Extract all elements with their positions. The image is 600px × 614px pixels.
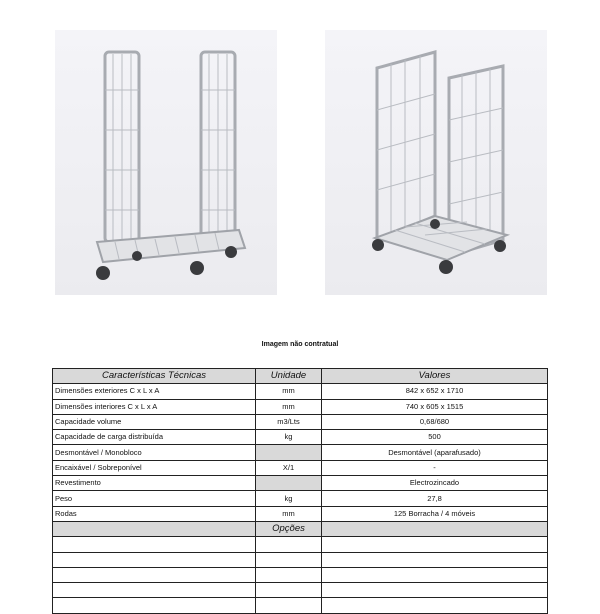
row-label: Peso bbox=[53, 491, 256, 506]
product-photo-angle bbox=[325, 30, 547, 295]
options-header-row bbox=[53, 521, 548, 536]
options-header-blank-right bbox=[322, 521, 548, 536]
table-row bbox=[53, 476, 548, 491]
row-value: 842 x 652 x 1710 bbox=[322, 384, 548, 399]
header-characteristics: Características Técnicas bbox=[53, 369, 256, 384]
options-empty-row bbox=[53, 537, 548, 552]
roll-cage-angle-image bbox=[325, 30, 547, 295]
table-row bbox=[53, 506, 548, 521]
row-value: 500 bbox=[322, 430, 548, 445]
row-label: Capacidade de carga distribuída bbox=[53, 430, 256, 445]
header-unit: Unidade bbox=[256, 369, 322, 384]
image-disclaimer-caption: Imagem não contratual bbox=[261, 341, 339, 348]
header-values: Valores bbox=[322, 369, 548, 384]
row-value: 0,68/680 bbox=[322, 414, 548, 429]
row-value: - bbox=[322, 460, 548, 475]
row-unit: mm bbox=[256, 384, 322, 399]
row-label: Capacidade volume bbox=[53, 414, 256, 429]
row-unit bbox=[256, 445, 322, 460]
row-unit: kg bbox=[256, 430, 322, 445]
row-label: Desmontável / Monobloco bbox=[53, 445, 256, 460]
technical-specifications-table bbox=[52, 368, 548, 614]
row-value: Electrozincado bbox=[322, 476, 548, 491]
options-header-blank-left bbox=[53, 521, 256, 536]
row-unit: mm bbox=[256, 399, 322, 414]
table-header-row bbox=[53, 369, 548, 384]
row-unit bbox=[256, 476, 322, 491]
roll-cage-front-image bbox=[55, 30, 277, 295]
row-label: Encaixável / Sobreponível bbox=[53, 460, 256, 475]
table-row bbox=[53, 399, 548, 414]
row-label: Dimensões interiores C x L x A bbox=[53, 399, 256, 414]
row-value: 740 x 605 x 1515 bbox=[322, 399, 548, 414]
row-value: Desmontável (aparafusado) bbox=[322, 445, 548, 460]
table-row bbox=[53, 445, 548, 460]
product-photo-front bbox=[55, 30, 277, 295]
table-row bbox=[53, 414, 548, 429]
options-header: Opções bbox=[256, 521, 322, 536]
row-value: 27,8 bbox=[322, 491, 548, 506]
options-empty-row bbox=[53, 552, 548, 567]
row-unit: mm bbox=[256, 506, 322, 521]
row-unit: X/1 bbox=[256, 460, 322, 475]
table-row bbox=[53, 491, 548, 506]
row-label: Dimensões exteriores C x L x A bbox=[53, 384, 256, 399]
table-row bbox=[53, 384, 548, 399]
row-label: Revestimento bbox=[53, 476, 256, 491]
table-row bbox=[53, 460, 548, 475]
options-empty-row bbox=[53, 567, 548, 582]
options-empty-row bbox=[53, 583, 548, 598]
row-unit: m3/Lts bbox=[256, 414, 322, 429]
row-label: Rodas bbox=[53, 506, 256, 521]
row-unit: kg bbox=[256, 491, 322, 506]
options-empty-row bbox=[53, 598, 548, 613]
row-value: 125 Borracha / 4 móveis bbox=[322, 506, 548, 521]
table-row bbox=[53, 430, 548, 445]
